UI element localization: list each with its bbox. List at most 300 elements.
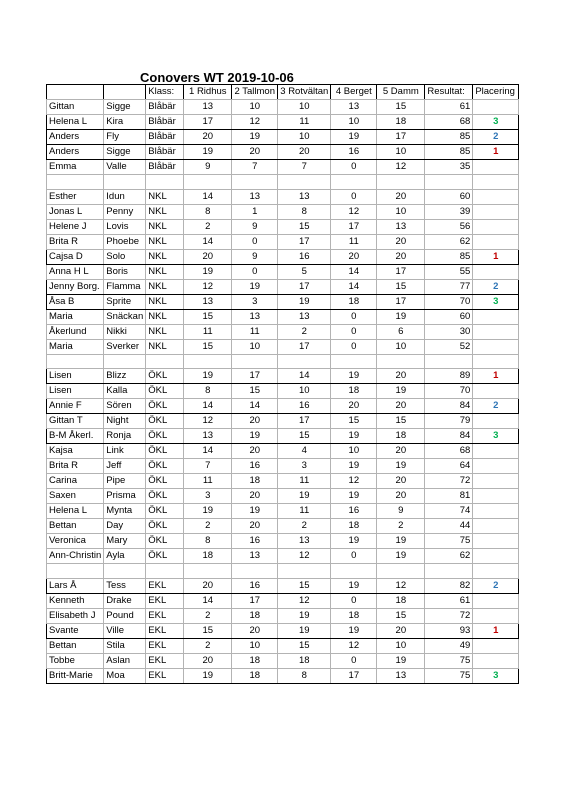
class-cell: ÖKL: [146, 414, 184, 429]
placement-cell: [473, 444, 519, 459]
score-cell: 15: [278, 638, 331, 653]
score-cell: 20: [377, 474, 425, 489]
class-cell: NKL: [146, 339, 184, 354]
score-cell: 2: [278, 519, 331, 534]
empty-cell: [184, 564, 232, 579]
class-cell: NKL: [146, 249, 184, 264]
score-cell: 18: [331, 384, 377, 399]
score-cell: 13: [377, 219, 425, 234]
score-cell: 0: [331, 160, 377, 175]
placement-cell: [473, 549, 519, 564]
class-cell: Blåbär: [146, 145, 184, 160]
placement-cell: 3: [473, 429, 519, 444]
score-cell: 0: [331, 309, 377, 324]
class-cell: Blåbär: [146, 160, 184, 175]
placement-cell: [473, 204, 519, 219]
score-cell: 13: [232, 189, 278, 204]
result-cell: 85: [425, 130, 473, 145]
table-row: [47, 100, 519, 115]
rider-cell: Kajsa: [47, 444, 104, 459]
rider-cell: Saxen: [47, 489, 104, 504]
score-cell: 18: [184, 549, 232, 564]
score-cell: 20: [377, 189, 425, 204]
score-cell: 20: [377, 249, 425, 264]
score-cell: 18: [232, 608, 278, 623]
empty-cell: [278, 354, 331, 369]
score-cell: 15: [278, 429, 331, 444]
rider-cell: Lisen: [47, 384, 104, 399]
score-cell: 17: [331, 668, 377, 683]
score-cell: 19: [331, 534, 377, 549]
score-cell: 19: [377, 534, 425, 549]
table-row: [47, 429, 519, 444]
empty-cell: [377, 175, 425, 190]
placement-cell: 3: [473, 294, 519, 309]
class-cell: ÖKL: [146, 474, 184, 489]
score-cell: 10: [331, 444, 377, 459]
score-cell: 3: [232, 294, 278, 309]
score-cell: 11: [278, 115, 331, 130]
score-cell: 20: [377, 399, 425, 414]
score-cell: 20: [232, 145, 278, 160]
class-cell: ÖKL: [146, 504, 184, 519]
rider-cell: Kenneth: [47, 593, 104, 608]
horse-cell: Flamma: [104, 279, 146, 294]
score-cell: 20: [377, 623, 425, 638]
empty-cell: [104, 564, 146, 579]
class-cell: NKL: [146, 189, 184, 204]
table-row: [47, 369, 519, 384]
rider-cell: Anders: [47, 145, 104, 160]
horse-cell: Moa: [104, 668, 146, 683]
placement-cell: [473, 519, 519, 534]
result-cell: 39: [425, 204, 473, 219]
score-cell: 17: [278, 279, 331, 294]
score-cell: 17: [278, 339, 331, 354]
score-cell: 2: [184, 519, 232, 534]
result-cell: 60: [425, 309, 473, 324]
score-cell: 2: [377, 519, 425, 534]
horse-cell: Tess: [104, 578, 146, 593]
table-row: [47, 264, 519, 279]
rider-cell: Annie F: [47, 399, 104, 414]
score-cell: 16: [232, 534, 278, 549]
score-cell: 13: [184, 429, 232, 444]
score-cell: 15: [377, 279, 425, 294]
table-row: [47, 638, 519, 653]
result-cell: 62: [425, 549, 473, 564]
placement-cell: 1: [473, 249, 519, 264]
score-cell: 20: [232, 444, 278, 459]
horse-cell: Night: [104, 414, 146, 429]
horse-cell: Valle: [104, 160, 146, 175]
score-cell: 17: [184, 115, 232, 130]
rider-cell: Helene J: [47, 219, 104, 234]
empty-cell: [146, 564, 184, 579]
score-cell: 19: [377, 459, 425, 474]
empty-cell: [104, 175, 146, 190]
score-cell: 20: [377, 369, 425, 384]
placement-cell: 2: [473, 279, 519, 294]
placement-cell: [473, 459, 519, 474]
table-row: [47, 608, 519, 623]
score-cell: 10: [232, 638, 278, 653]
empty-cell: [473, 175, 519, 190]
rider-cell: B-M Åkerl.: [47, 429, 104, 444]
empty-cell: [425, 175, 473, 190]
score-cell: 19: [184, 264, 232, 279]
score-cell: 12: [184, 279, 232, 294]
result-cell: 70: [425, 294, 473, 309]
score-cell: 2: [184, 219, 232, 234]
score-cell: 18: [331, 294, 377, 309]
rider-cell: Emma: [47, 160, 104, 175]
score-cell: 17: [232, 369, 278, 384]
placement-cell: [473, 324, 519, 339]
result-cell: 74: [425, 504, 473, 519]
separator-row: [47, 175, 519, 190]
rider-cell: Bettan: [47, 638, 104, 653]
score-cell: 12: [331, 204, 377, 219]
rider-cell: Anders: [47, 130, 104, 145]
table-row: [47, 160, 519, 175]
score-cell: 0: [331, 324, 377, 339]
score-cell: 0: [232, 264, 278, 279]
horse-cell: Sigge: [104, 145, 146, 160]
score-cell: 17: [377, 130, 425, 145]
score-cell: 15: [377, 100, 425, 115]
table-row: [47, 444, 519, 459]
score-cell: 11: [184, 474, 232, 489]
result-cell: 68: [425, 444, 473, 459]
score-cell: 7: [184, 459, 232, 474]
score-cell: 15: [331, 414, 377, 429]
score-cell: 14: [278, 369, 331, 384]
horse-cell: Sverker: [104, 339, 146, 354]
score-cell: 15: [184, 623, 232, 638]
placement-cell: 1: [473, 623, 519, 638]
score-cell: 13: [331, 100, 377, 115]
rider-cell: Veronica: [47, 534, 104, 549]
score-cell: 19: [377, 549, 425, 564]
table-row: [47, 623, 519, 638]
score-cell: 15: [184, 309, 232, 324]
score-cell: 9: [184, 160, 232, 175]
score-cell: 10: [331, 115, 377, 130]
table-row: [47, 459, 519, 474]
empty-cell: [331, 564, 377, 579]
rider-cell: Britt-Marie: [47, 668, 104, 683]
rider-cell: Jonas L: [47, 204, 104, 219]
score-cell: 12: [331, 638, 377, 653]
table-row: [47, 414, 519, 429]
score-cell: 19: [377, 653, 425, 668]
result-cell: 89: [425, 369, 473, 384]
placement-cell: [473, 474, 519, 489]
placement-cell: 1: [473, 369, 519, 384]
score-cell: 18: [232, 668, 278, 683]
score-cell: 18: [331, 608, 377, 623]
score-cell: 0: [331, 339, 377, 354]
score-cell: 6: [377, 324, 425, 339]
page-title: Conovers WT 2019-10-06: [140, 70, 294, 85]
empty-cell: [473, 564, 519, 579]
score-cell: 13: [184, 100, 232, 115]
table-row: [47, 489, 519, 504]
class-cell: ÖKL: [146, 399, 184, 414]
class-cell: ÖKL: [146, 534, 184, 549]
empty-cell: [331, 354, 377, 369]
score-cell: 19: [232, 130, 278, 145]
class-cell: ÖKL: [146, 549, 184, 564]
score-cell: 19: [331, 489, 377, 504]
score-cell: 19: [232, 279, 278, 294]
score-cell: 11: [331, 234, 377, 249]
horse-cell: Phoebe: [104, 234, 146, 249]
placement-cell: 2: [473, 399, 519, 414]
empty-cell: [47, 564, 104, 579]
rider-cell: Maria: [47, 339, 104, 354]
score-cell: 10: [232, 339, 278, 354]
result-cell: 68: [425, 115, 473, 130]
score-cell: 20: [331, 399, 377, 414]
header-cell: [104, 85, 146, 100]
empty-cell: [232, 175, 278, 190]
result-cell: 62: [425, 234, 473, 249]
score-cell: 16: [278, 399, 331, 414]
result-cell: 72: [425, 474, 473, 489]
placement-cell: [473, 608, 519, 623]
result-cell: 60: [425, 189, 473, 204]
score-cell: 0: [331, 653, 377, 668]
score-cell: 19: [377, 384, 425, 399]
score-cell: 20: [331, 249, 377, 264]
rider-cell: Tobbe: [47, 653, 104, 668]
results-table: [46, 84, 519, 684]
score-cell: 20: [184, 249, 232, 264]
horse-cell: Solo: [104, 249, 146, 264]
rider-cell: Elisabeth J: [47, 608, 104, 623]
placement-cell: 2: [473, 130, 519, 145]
rider-cell: Esther: [47, 189, 104, 204]
rider-cell: Svante: [47, 623, 104, 638]
result-cell: 85: [425, 249, 473, 264]
placement-cell: [473, 489, 519, 504]
table-row: [47, 534, 519, 549]
placement-cell: [473, 264, 519, 279]
score-cell: 20: [377, 234, 425, 249]
score-cell: 14: [331, 279, 377, 294]
class-cell: ÖKL: [146, 459, 184, 474]
results-body: [47, 85, 519, 684]
empty-cell: [184, 175, 232, 190]
horse-cell: Sören: [104, 399, 146, 414]
score-cell: 20: [232, 623, 278, 638]
horse-cell: Ayla: [104, 549, 146, 564]
score-cell: 9: [232, 249, 278, 264]
horse-cell: Ville: [104, 623, 146, 638]
score-cell: 1: [232, 204, 278, 219]
score-cell: 10: [278, 130, 331, 145]
horse-cell: Mynta: [104, 504, 146, 519]
rider-cell: Jenny Borg.: [47, 279, 104, 294]
table-row: [47, 399, 519, 414]
horse-cell: Sprite: [104, 294, 146, 309]
score-cell: 0: [232, 234, 278, 249]
score-cell: 12: [278, 593, 331, 608]
score-cell: 10: [232, 100, 278, 115]
score-cell: 17: [377, 264, 425, 279]
score-cell: 20: [184, 130, 232, 145]
rider-cell: Helena L: [47, 115, 104, 130]
score-cell: 11: [184, 324, 232, 339]
result-cell: 55: [425, 264, 473, 279]
score-cell: 13: [377, 668, 425, 683]
score-cell: 19: [331, 578, 377, 593]
horse-cell: Nikki: [104, 324, 146, 339]
result-cell: 85: [425, 145, 473, 160]
result-cell: 61: [425, 100, 473, 115]
class-cell: NKL: [146, 234, 184, 249]
score-cell: 8: [184, 204, 232, 219]
score-cell: 14: [331, 264, 377, 279]
score-cell: 8: [184, 534, 232, 549]
table-row: [47, 309, 519, 324]
result-cell: 64: [425, 459, 473, 474]
result-cell: 75: [425, 534, 473, 549]
class-cell: Blåbär: [146, 115, 184, 130]
class-cell: EKL: [146, 608, 184, 623]
score-cell: 13: [184, 294, 232, 309]
score-cell: 18: [278, 653, 331, 668]
table-row: [47, 549, 519, 564]
placement-cell: 2: [473, 578, 519, 593]
score-cell: 17: [278, 234, 331, 249]
header-cell: 4 Berget: [331, 85, 377, 100]
class-cell: NKL: [146, 324, 184, 339]
rider-cell: Gittan: [47, 100, 104, 115]
score-cell: 17: [278, 414, 331, 429]
placement-cell: [473, 160, 519, 175]
result-cell: 77: [425, 279, 473, 294]
score-cell: 15: [278, 578, 331, 593]
score-cell: 18: [232, 474, 278, 489]
header-cell: Placering: [473, 85, 519, 100]
table-row: [47, 504, 519, 519]
placement-cell: [473, 414, 519, 429]
class-cell: ÖKL: [146, 369, 184, 384]
separator-row: [47, 354, 519, 369]
placement-cell: [473, 504, 519, 519]
score-cell: 12: [377, 578, 425, 593]
horse-cell: Pipe: [104, 474, 146, 489]
rider-cell: Brita R: [47, 459, 104, 474]
class-cell: NKL: [146, 264, 184, 279]
score-cell: 20: [232, 489, 278, 504]
result-cell: 72: [425, 608, 473, 623]
rider-cell: Helena L: [47, 504, 104, 519]
empty-cell: [104, 354, 146, 369]
header-cell: [47, 85, 104, 100]
score-cell: 13: [232, 309, 278, 324]
placement-cell: [473, 534, 519, 549]
horse-cell: Ronja: [104, 429, 146, 444]
score-cell: 19: [278, 489, 331, 504]
class-cell: NKL: [146, 279, 184, 294]
horse-cell: Boris: [104, 264, 146, 279]
score-cell: 19: [184, 145, 232, 160]
result-cell: 82: [425, 578, 473, 593]
placement-cell: [473, 638, 519, 653]
table-row: [47, 474, 519, 489]
table-row: [47, 115, 519, 130]
score-cell: 10: [377, 638, 425, 653]
score-cell: 12: [377, 160, 425, 175]
separator-row: [47, 564, 519, 579]
rider-cell: Bettan: [47, 519, 104, 534]
score-cell: 10: [377, 339, 425, 354]
empty-cell: [425, 564, 473, 579]
score-cell: 7: [232, 160, 278, 175]
result-cell: 93: [425, 623, 473, 638]
horse-cell: Pound: [104, 608, 146, 623]
placement-cell: 3: [473, 115, 519, 130]
score-cell: 19: [232, 504, 278, 519]
class-cell: NKL: [146, 204, 184, 219]
horse-cell: Aslan: [104, 653, 146, 668]
score-cell: 16: [331, 145, 377, 160]
horse-cell: Drake: [104, 593, 146, 608]
class-cell: Blåbär: [146, 130, 184, 145]
score-cell: 11: [278, 504, 331, 519]
horse-cell: Link: [104, 444, 146, 459]
score-cell: 16: [331, 504, 377, 519]
score-cell: 19: [184, 369, 232, 384]
horse-cell: Idun: [104, 189, 146, 204]
placement-cell: [473, 100, 519, 115]
result-cell: 75: [425, 653, 473, 668]
score-cell: 19: [184, 504, 232, 519]
score-cell: 14: [232, 399, 278, 414]
table-row: [47, 339, 519, 354]
score-cell: 16: [232, 578, 278, 593]
result-cell: 75: [425, 668, 473, 683]
score-cell: 7: [278, 160, 331, 175]
score-cell: 15: [184, 339, 232, 354]
table-row: [47, 668, 519, 683]
horse-cell: Kira: [104, 115, 146, 130]
score-cell: 8: [278, 668, 331, 683]
empty-cell: [473, 354, 519, 369]
empty-cell: [47, 175, 104, 190]
empty-cell: [377, 564, 425, 579]
score-cell: 19: [278, 623, 331, 638]
rider-cell: Lisen: [47, 369, 104, 384]
score-cell: 10: [377, 145, 425, 160]
class-cell: ÖKL: [146, 489, 184, 504]
score-cell: 15: [232, 384, 278, 399]
table-row: [47, 145, 519, 160]
score-cell: 4: [278, 444, 331, 459]
header-cell: 5 Damm: [377, 85, 425, 100]
empty-cell: [278, 564, 331, 579]
score-cell: 13: [278, 534, 331, 549]
table-row: [47, 294, 519, 309]
horse-cell: Jeff: [104, 459, 146, 474]
score-cell: 11: [232, 324, 278, 339]
table-row: [47, 219, 519, 234]
result-cell: 30: [425, 324, 473, 339]
